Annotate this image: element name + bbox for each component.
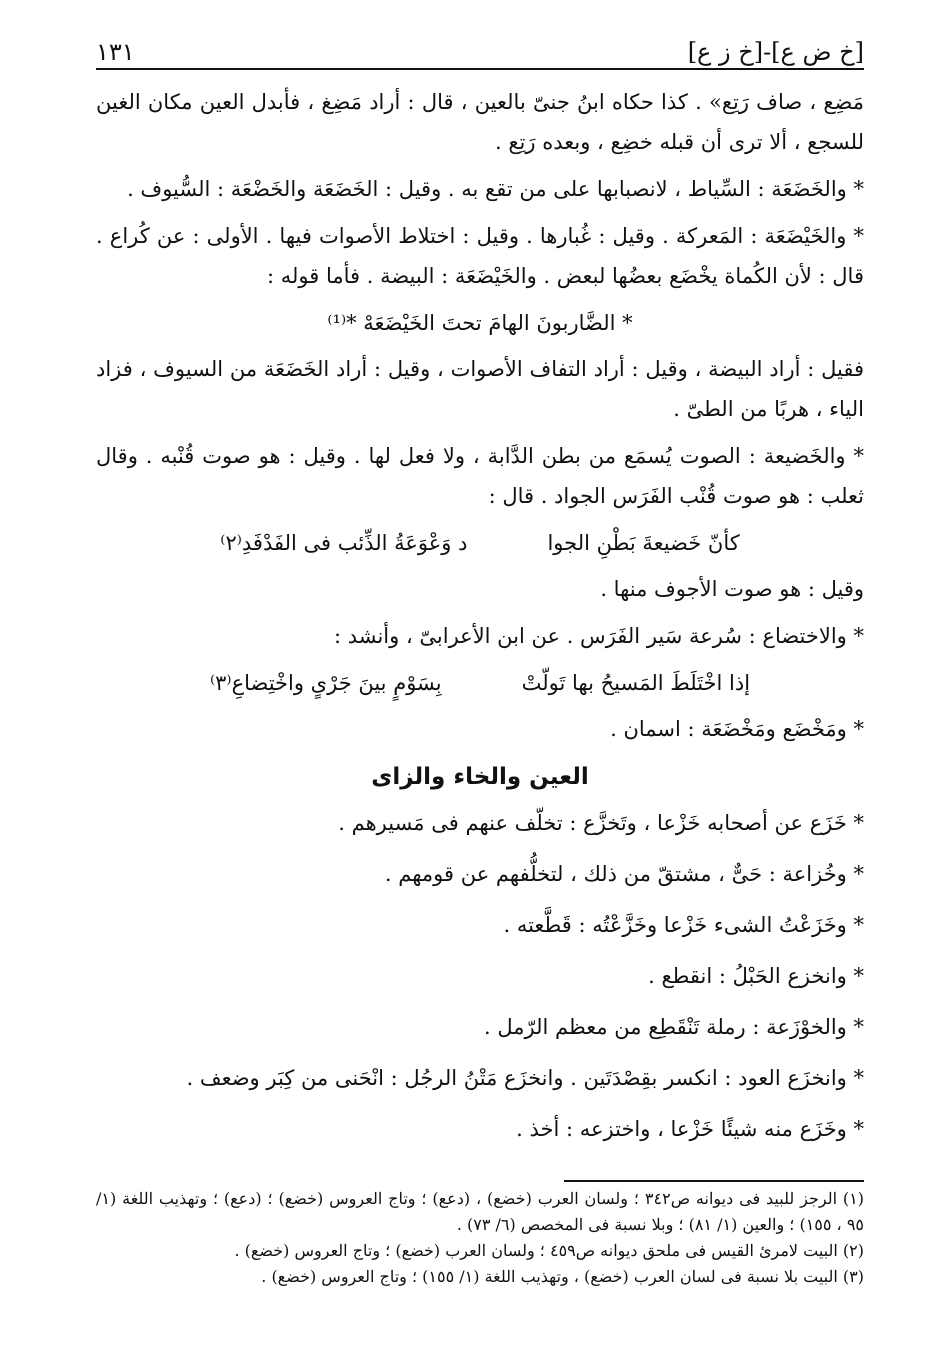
entry: * وانخزَع العود : انكسر بقِصْدَتَين . وانخزَع مَتْنُ الرجُل : انْحَنى من كِبَر وضعف . — [186, 1066, 864, 1090]
page-header — [96, 28, 864, 66]
paragraph: * ومَخْضَع ومَخْضَعَة : اسمان . — [610, 717, 864, 741]
footnote: (١) الرجز للبيد فى ديوانه ص٣٤٢ ؛ ولسان العرب (خضع) ، (دعع) ؛ وتاج العروس (خضع) ؛ (دعع) ؛ وتهذيب اللغة (١/ ٩٥ ، ١٥٥) ؛ والعين (١/ ٨١) ؛ وبلا نسبة فى المخصص (٦/ ٧٣) . — [96, 1189, 864, 1234]
footnote: (٣) البيت بلا نسبة فى لسان العرب (خضع) ، وتهذيب اللغة (١/ ١٥٥) ؛ وتاج العروس (خضع) . — [261, 1267, 864, 1286]
paragraph: وقيل : هو صوت الأجوف منها . — [600, 577, 864, 601]
hemistich-first: إذا اخْتَلَطَ المَسيحُ بها تَولّتْ — [521, 671, 751, 695]
hemistich-second: بِسَوْمٍ بينَ جَرْىٍ واخْتِضاعِ⁽٣⁾ — [209, 671, 442, 695]
running-title: [خ ض ع]-[خ ز ع] — [687, 38, 864, 66]
hemistich-second: د وَعْوَعَةُ الذِّئب فى الفَدْفَدِ⁽٢⁾ — [220, 531, 468, 555]
paragraph: * والاختضاع : سُرعة سَير الفَرَس . عن ابن الأعرابىّ ، وأنشد : — [333, 624, 864, 648]
entries-list — [96, 803, 864, 1149]
paragraph: * والخَضَعَة : السِّياط ، لانصبابها على من تقع به . وقيل : الخَضَعَة والخَضْعَة : السُّيوف . — [127, 177, 864, 201]
footnote: (٢) البيت لامرئ القيس فى ملحق ديوانه ص٤٥٩ ؛ ولسان العرب (خضع) ؛ وتاج العروس (خضع) . — [234, 1241, 864, 1260]
poem-couplet — [96, 523, 864, 563]
entry: * والخوْزَعة : رملة تَنْقَطِع من معظم الرّمل . — [484, 1015, 864, 1039]
verse-line: * الضَّاربونَ الهامَ تحتَ الخَيْضَعَهْ *⁽¹⁾ — [327, 311, 633, 335]
page-number: ١٣١ — [96, 38, 135, 66]
hemistich-first: كأنّ خَضيعةَ بَطْنِ الجوا — [547, 531, 740, 555]
poem-couplet — [96, 663, 864, 703]
entry: * خَزَع عن أصحابه خَزْعا ، وتَخزَّع : تخلّف عنهم فى مَسيرهم . — [338, 811, 864, 835]
paragraph: فقيل : أراد البيضة ، وقيل : أراد التفاف الأصوات ، وقيل : أراد الخَضَعَة من السيوف ، فزاد الياء ، هربًا من الطىّ . — [96, 357, 864, 421]
paragraph: * والخَضيعة : الصوت يُسمَع من بطن الدَّابة ، ولا فعل لها . وقيل : هو صوت قُنْبه . وقال ثعلب : هو صوت قُنْب الفَرَس الجواد . قال : — [96, 444, 865, 508]
main-text — [96, 82, 864, 1160]
entry: * وخَزَعْتُ الشىء خَزْعا وخَزَّعْتُه : قَطَّعته . — [503, 913, 864, 937]
footnote-rule — [564, 1180, 864, 1182]
entry: * وانخزع الحَبْلُ : انقطع . — [648, 964, 864, 988]
footnotes — [96, 1186, 864, 1290]
paragraph: مَضِع ، صاف رَتِع» . كذا حكاه ابنُ جنىّ بالعين ، قال : أراد مَضِغ ، فأبدل العين مكان الغين للسجع ، ألا ترى أن قبله خضِع ، وبعده رَتِع . — [96, 90, 864, 154]
paragraph: * والخَيْضَعَة : المَعركة . وقيل : غُبارها . وقيل : اختلاط الأصوات فيها . الأولى : عن كُراع . قال : لأن الكُماة يخْضَع بعضُها لبعض . والخَيْضَعَة : البيضة . فأما قوله : — [96, 224, 864, 288]
header-rule — [96, 68, 864, 70]
entry: * وخَزَع منه شيئًا خَزْعا ، واختزعه : أخذ . — [516, 1117, 864, 1141]
entry: * وخُزاعة : حَىٌّ ، مشتقّ من ذلك ، لتخلُّفهم عن قومهم . — [384, 862, 864, 886]
section-heading: العين والخاء والزاى — [371, 764, 589, 790]
